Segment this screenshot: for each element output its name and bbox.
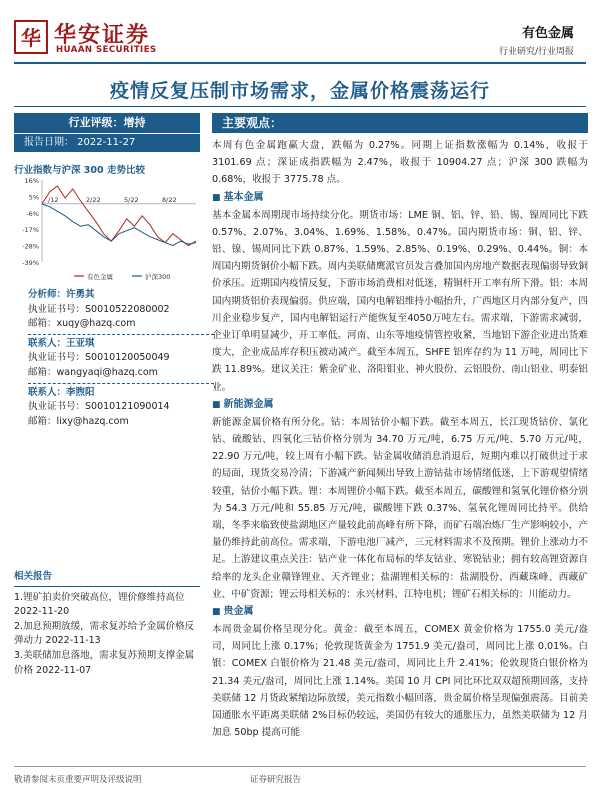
y-tick-label: -6% [26, 209, 39, 218]
analyst-detail: 执业证书号：S0010522080002 [28, 303, 170, 315]
y-tick-label: 5% [28, 193, 39, 202]
report-title: 疫情反复压制市场需求，金属价格震荡运行 [109, 80, 490, 102]
x-tick-label: 8/22 [162, 195, 177, 204]
analyst-detail: 邮箱：wangyaqi@hazq.com [28, 366, 158, 378]
analyst-name: 分析师：许勇其 [28, 289, 95, 300]
section-paragraph: 基本金属本周期现市场持续分化。期货市场：LME 铜、铝、锌、铅、锡、镍周同比下跌 0.57%、2.07%、3.04%、1.69%、1.58%、0.47%。国内期货市场：铜、铝、锌、铅、镍、锡周同比下跌 0.87%、1.59%、2.85%、0.19%、0.29%、0.44%。铜：本周国内期货铜价小幅下跌。周内美联储鹰派官员发言叠加国内房地产数据表现偏弱导致铜价承压。近期国内疫情反复，下游市场消费相对低迷，精铜杆开工率有所下滑。铝：本周国内期货铝价表现偏弱。供应端，国内电解铝维持小幅抬升，广西地区月内部分复产，四川企业稳步复产，国内电解铝运行产能恢复至4050万吨左右。需求端，下游需求减弱，企业订单明显减少，开工率低。河南、山东等地疫情管控收紧，当地铝下游企业进出货难度大，企业成品库存积压被动减产。截至本周五，SHFE 铝库存约为 11 万吨，周同比下跌 11.89%。建议关注：紫金矿业、洛阳钼业、神火股份、云铝股份、南山铝业、明泰铝业。 [212, 209, 588, 393]
analyst-detail: 邮箱：lixy@hazq.com [28, 415, 129, 427]
intro-paragraph: 本周有色金属跑赢大盘，跌幅为 0.27%。同期上证指数涨幅为 0.14%，收报于 3101.69 点；深证成指跌幅为 2.47%，收报于 10904.27 点；沪深 300 跌幅为 0.68%，收报于 3775.78 点。 [212, 140, 588, 186]
analyst-block [28, 386, 214, 430]
company-name-en: HUAAN SECURITIES [56, 45, 157, 55]
series-line [42, 204, 196, 246]
analyst-detail: 执业证书号：S0010120050049 [28, 352, 170, 364]
x-tick-label: /12 [48, 195, 59, 204]
section-paragraph: 本周贵金属价格呈现分化。黄金：截至本周五，COMEX 黄金价格为 1755.0 美元/盎司，周同比上涨 0.17%；伦敦现货黄金为 1751.9 美元/盎司，周同比上涨 0.01%。白银：COMEX 白银价格为 21.48 美元/盎司，周同比上升 2.41%；伦敦现货白银价格为 21.34 美元/盎司，周同比上涨 1.14%。美国 10 月 CPI 同比环比双双超预期回落，支持美联储 12 月货政紧缩边际放缓，美元指数小幅回落，贵金属价格呈现偏强震荡。目前美国通胀水平距离美联储 2%目标仍较远，美国仍有较大的通胀压力，虽然美联储为 12 月加息 50bp 提高可能 [212, 624, 588, 739]
section-title: ■ 基本金属 [212, 189, 588, 207]
footer-divider [14, 766, 586, 767]
section-list [212, 189, 588, 742]
x-tick-label: 5/22 [124, 195, 139, 204]
header-divider [14, 62, 586, 64]
main-points-header: 主要观点： [212, 113, 588, 133]
x-tick-label: 2/22 [86, 195, 101, 204]
analyst-block [28, 288, 214, 335]
y-tick-label: -17% [22, 226, 39, 235]
analyst-detail: 执业证书号：S0010121090014 [28, 401, 170, 413]
related-report-item[interactable]: 3.美联储加息落地，需求复苏预期支撑金属价格 2022-11-07 [14, 649, 195, 676]
analyst-name: 联系人：王亚琪 [28, 337, 95, 349]
related-reports [14, 570, 200, 678]
main-content [212, 113, 588, 742]
analyst-separator [28, 334, 214, 335]
analyst-separator [28, 383, 214, 384]
index-comparison-chart [14, 176, 204, 284]
title-divider [14, 106, 586, 107]
chart-svg [14, 176, 204, 284]
industry-label: 有色金属 [521, 26, 574, 41]
section-title: ■ 贵金属 [212, 603, 588, 621]
report-type-label: 行业研究/行业周报 [498, 47, 574, 57]
analyst-name: 联系人：李煦阳 [28, 386, 95, 398]
section-paragraph: 新能源金属价格有所分化。钴：本周钴价小幅下跌。截至本周五，长江现货钴价、氯化钴、硫酸钴、四氧化三钴价格分别为 34.70 万元/吨，6.75 万元/吨、5.70 万元/吨，22.90 万元/吨，较上周有小幅下跌。钴金属收储消息消退后，短期内难以打破供过于求的局面，现货交易冷清；下游减产新闻频出导致上游钴盐市场情绪低迷，上下游观望情绪较重，钴价小幅下跌。锂：本周锂价小幅下跌。截至本周五，碳酸锂和氢氧化锂价格分别为 54.3 万元/吨和 55.85 万元/吨，碳酸锂下跌 0.37%、氢氧化锂周同比持平。供给端，冬季来临致使盐湖地区产量较此前高峰有所下降，而矿石端冶炼厂生产影响较小，产量仍维持此前高位。需求端，下游电池厂减产，三元材料需求不及预期。锂价上涨动力不足。上游建议重点关注：钴产业一体化布局标的华友钴业、寒锐钴业；拥有较高锂资源自给率的龙头企业赣锋锂业、天齐锂业；盐湖锂相关标的：盐湖股份、西藏珠峰、西藏矿业、中矿资源；锂云母相关标的：永兴材料、江特电机；锂矿石相关标的：川能动力。 [212, 416, 588, 600]
footer-disclaimer: 敬请参阅末页重要声明及评级说明 [14, 775, 142, 785]
related-report-item[interactable]: 1.锂矿拍卖价突破高位，锂价修维持高位 2022-11-20 [14, 591, 185, 618]
company-name-cn: 华安证券 [54, 22, 151, 48]
y-tick-label: -39% [22, 259, 39, 267]
section-title: ■ 新能源金属 [212, 396, 588, 414]
chart-title: 行业指数与沪深 300 走势比较 [14, 165, 145, 176]
legend-label: 有色金属 [87, 273, 113, 281]
rating-bar: 行业评级：增持 [14, 113, 200, 133]
analyst-detail: 邮箱：xuqy@hazq.com [28, 318, 136, 330]
company-logo-mark: 华 [14, 20, 48, 54]
report-date-bar: 报告日期： 2022-11-27 [14, 134, 200, 152]
legend-label: 沪深300 [145, 273, 171, 281]
y-tick-label: -28% [22, 242, 39, 251]
analyst-block [28, 337, 214, 384]
footer-label: 证券研究报告 [250, 775, 302, 785]
related-reports-title: 相关报告 [14, 570, 200, 587]
related-report-item[interactable]: 2.加息预期放缓，需求复苏给予金属价格反弹动力 2022-11-13 [14, 620, 195, 647]
related-reports-items [14, 591, 200, 679]
y-tick-label: 16% [24, 177, 39, 185]
analyst-list [14, 288, 200, 429]
